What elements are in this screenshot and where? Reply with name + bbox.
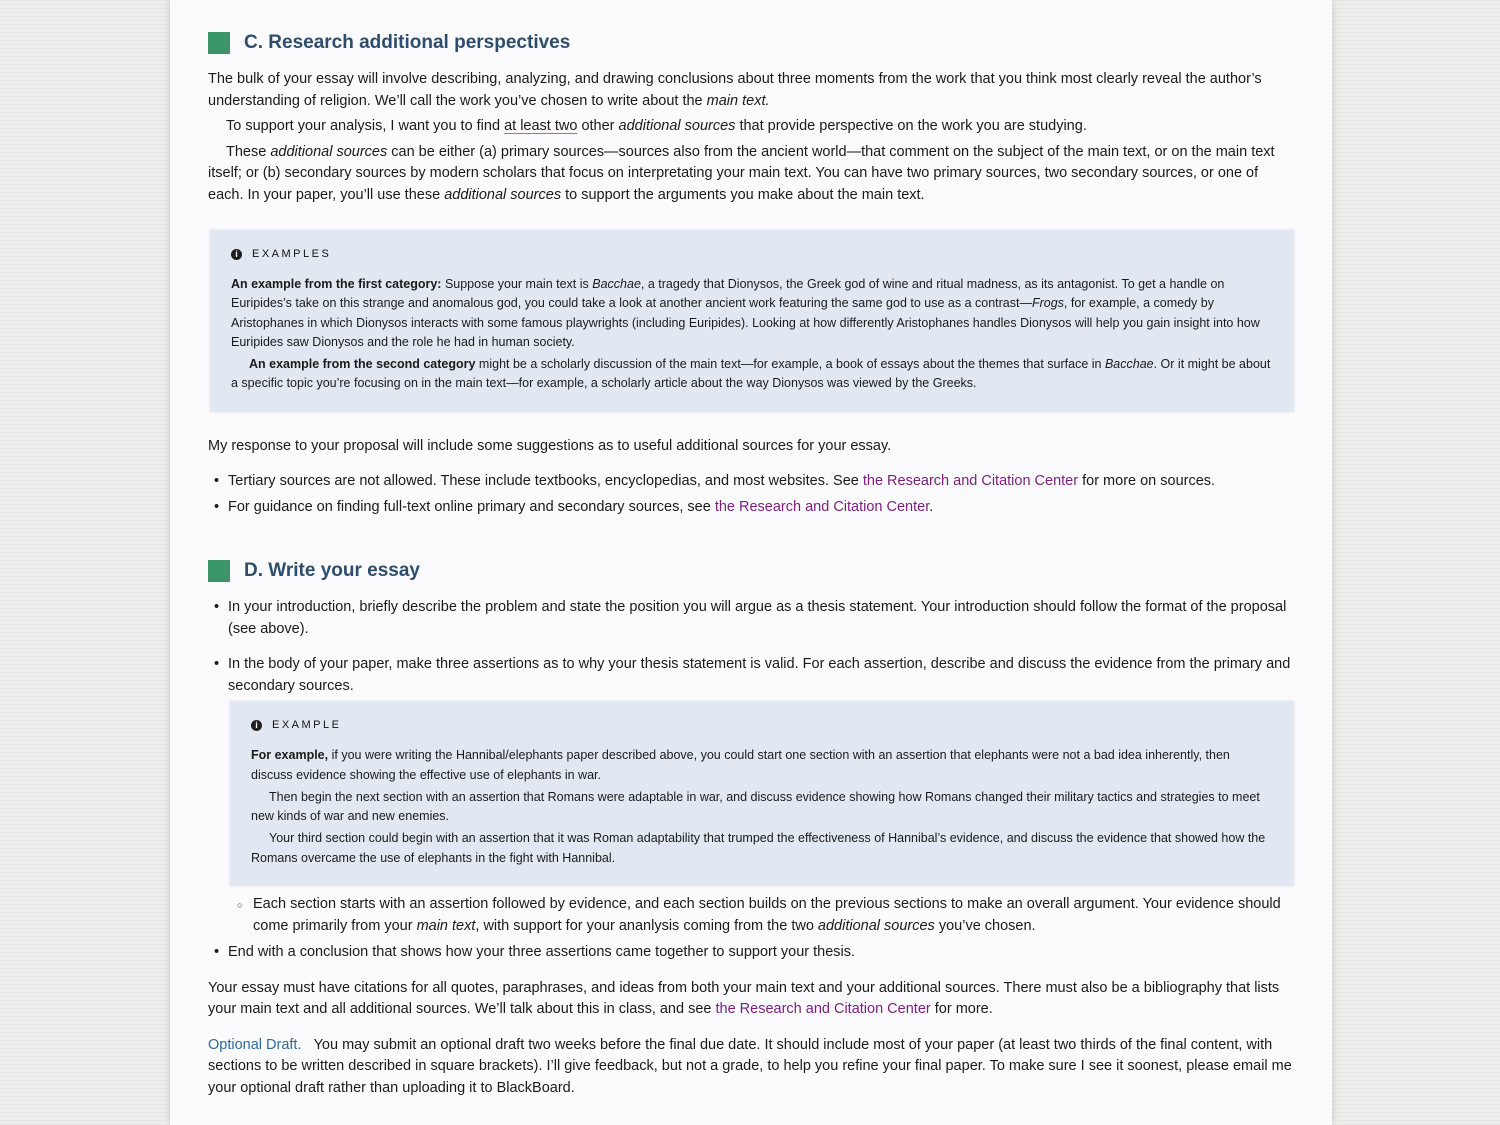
info-icon: i xyxy=(231,249,242,260)
text-run: , for example, a comedy by Aristophanes in which Dionysos interacts with some famous playwrights (including Euripides). Looking at how differently Aristophanes handles Dionysos will help you gain insight into how Euripides saw Dionysos and the role he had in human society. xyxy=(231,296,1260,349)
list-item: • In the body of your paper, make three assertions as to why your thesis statement is valid. For each assertion, describe and discuss the evidence from the primary and secondary sources. xyxy=(208,654,1294,697)
citations-paragraph xyxy=(208,978,1294,1021)
example-paragraph-3: Your third section could begin with an assertion that it was Roman adaptability that trumped the effectiveness of Hannibal’s evidence, and discuss the evidence that showed how the Romans overcame the use of elephants in the fight with Hannibal. xyxy=(251,831,1266,865)
text-run: To support your analysis, I want you to find xyxy=(226,118,505,134)
text-run: you’ve chosen. xyxy=(934,917,1036,934)
section-marker-square xyxy=(208,32,230,54)
section-c-bullets xyxy=(208,471,1294,518)
italic-title: Bacchae xyxy=(1104,357,1154,372)
text-run: The bulk of your essay will involve describing, analyzing, and drawing conclusions about three moments from the work that you think most clearly reveal the author’s understanding of religion. We’ll call the work you’ve chosen to write about the xyxy=(208,71,1262,109)
text-run: can be either (a) primary sources—sources also from the ancient world—that comment on the subject of the main text, or on the main text itself; or (b) secondary sources by modern scholars that focus on interpretating your main text. You can have two primary sources, two secondary sources, or one of each. In your paper, you’ll use these xyxy=(208,143,1275,203)
example-paragraph-2: Then begin the next section with an assertion that Romans were adaptable in war, and discuss evidence showing how Romans changed their military tactics and strategies to meet new kinds of war and new enemies. xyxy=(251,789,1260,824)
examples-callout xyxy=(210,230,1294,412)
section-c-paragraph-3 xyxy=(208,142,1294,207)
text-run: For guidance on finding full-text online primary and secondary sources, see xyxy=(228,498,715,515)
italic-title: Frogs xyxy=(1031,296,1064,311)
text-run: for more. xyxy=(930,1001,993,1018)
example-first-category xyxy=(231,275,1274,352)
text-run: These xyxy=(226,143,271,160)
document-page xyxy=(170,0,1332,1125)
document-content xyxy=(208,0,1294,1099)
text-run: if you were writing the Hannibal/elephants paper described above, you could start one section with an assertion that elephants were not a bad idea inherently, then discuss evidence showing the effective use of elephants in war. xyxy=(251,748,1230,782)
underlined-phrase: at least two xyxy=(504,118,578,134)
text-run: that provide perspective on the work you are studying. xyxy=(735,118,1087,134)
callout-heading-label: EXAMPLES xyxy=(252,248,332,260)
italic-term: main text xyxy=(416,917,476,934)
text-run: Tertiary sources are not allowed. These include textbooks, encyclopedias, and most websites. See xyxy=(228,473,863,490)
section-c-paragraph-1 xyxy=(208,69,1294,112)
text-run: . xyxy=(929,498,934,515)
example-second-category xyxy=(231,355,1274,394)
list-item xyxy=(228,894,1294,937)
section-marker-square xyxy=(208,560,230,582)
list-item xyxy=(208,471,1294,493)
text-run: for more on sources. xyxy=(1078,473,1216,490)
optional-draft-paragraph xyxy=(208,1035,1294,1100)
callout-heading xyxy=(231,248,1274,260)
section-c-paragraph-4: My response to your proposal will include some suggestions as to useful additional sources for your essay. xyxy=(208,437,892,454)
research-citation-link[interactable]: the Research and Citation Center xyxy=(715,1001,931,1018)
research-citation-link[interactable]: the Research and Citation Center xyxy=(862,473,1079,490)
research-citation-link[interactable]: the Research and Citation Center xyxy=(714,498,930,515)
main-text-italic: main text. xyxy=(706,92,770,109)
list-item: • In your introduction, briefly describe the problem and state the position you will argue as a thesis statement. Your introduction should follow the format of the proposal (see above). xyxy=(208,597,1294,640)
italic-title: Bacchae xyxy=(592,277,641,291)
italic-term: additional sources xyxy=(270,143,388,160)
text-run: . Or it might be about a specific topic you’re focusing on in the main text—for example, a scholarly article about the way Dionysos was viewed by the Greeks. xyxy=(231,357,1271,391)
list-item: • End with a conclusion that shows how your three assertions came together to support your thesis. xyxy=(208,942,1294,964)
callout-heading xyxy=(251,719,1274,731)
text-run: , with support for your ananlysis coming from the two xyxy=(475,917,818,934)
italic-term: additional sources xyxy=(618,118,736,134)
optional-draft-label: Optional Draft. xyxy=(208,1036,302,1053)
section-d-bullets-2 xyxy=(208,942,1294,964)
list-item xyxy=(208,497,1294,519)
bold-lead: An example from the first category: xyxy=(231,277,442,291)
text-run: You may submit an optional draft two weeks before the final due date. It should include most of your paper (at least two thirds of the final content, with sections to be written described in square brackets). I’ll give feedback, but not a grade, to help you refine your final paper. To make sure I see it soonest, please email me your optional draft rather than uploading it to BlackBoard. xyxy=(208,1036,1292,1096)
text-run: Each section starts with an assertion followed by evidence, and each section builds on the previous sections to make an overall argument. Your evidence should come primarily from your xyxy=(253,896,1281,934)
section-d-sub-bullets xyxy=(228,894,1294,937)
section-c-title: C. Research additional perspectives xyxy=(244,32,571,53)
italic-term: additional sources xyxy=(444,186,562,203)
section-d-title: D. Write your essay xyxy=(244,560,421,582)
section-d-heading xyxy=(208,560,1294,582)
text-run: might be a scholarly discussion of the main text—for example, a book of essays about the themes that surface in xyxy=(475,357,1105,372)
section-c-paragraph-2 xyxy=(208,116,1294,138)
text-run: other xyxy=(577,118,619,134)
example-paragraph-1 xyxy=(251,746,1274,785)
label-spacer xyxy=(302,1037,314,1053)
example-callout xyxy=(230,701,1294,886)
italic-term: additional sources xyxy=(817,917,935,934)
bold-lead: An example from the second category xyxy=(249,357,476,372)
text-run: , a tragedy that Dionysos, the Greek god of wine and ritual madness, as its antagonist. To get a handle on Euripides’s take on this strange and anomalous god, you could take a look at another ancient work featuring the same god to use as a contrast— xyxy=(231,277,1225,311)
section-c-heading xyxy=(208,32,1294,54)
text-run: Suppose your main text is xyxy=(441,277,593,291)
text-run: Your essay must have citations for all quotes, paraphrases, and ideas from both your main text and your additional sources. There must also be a bibliography that lists your main text and all additional sources. We’ll talk about this in class, and see xyxy=(208,979,1280,1018)
callout-heading-label: EXAMPLE xyxy=(272,719,342,732)
text-run: to support the arguments you make about the main text. xyxy=(561,186,925,203)
bold-lead: For example, xyxy=(251,748,329,763)
info-icon: i xyxy=(251,720,262,731)
section-d-bullets xyxy=(208,597,1294,697)
